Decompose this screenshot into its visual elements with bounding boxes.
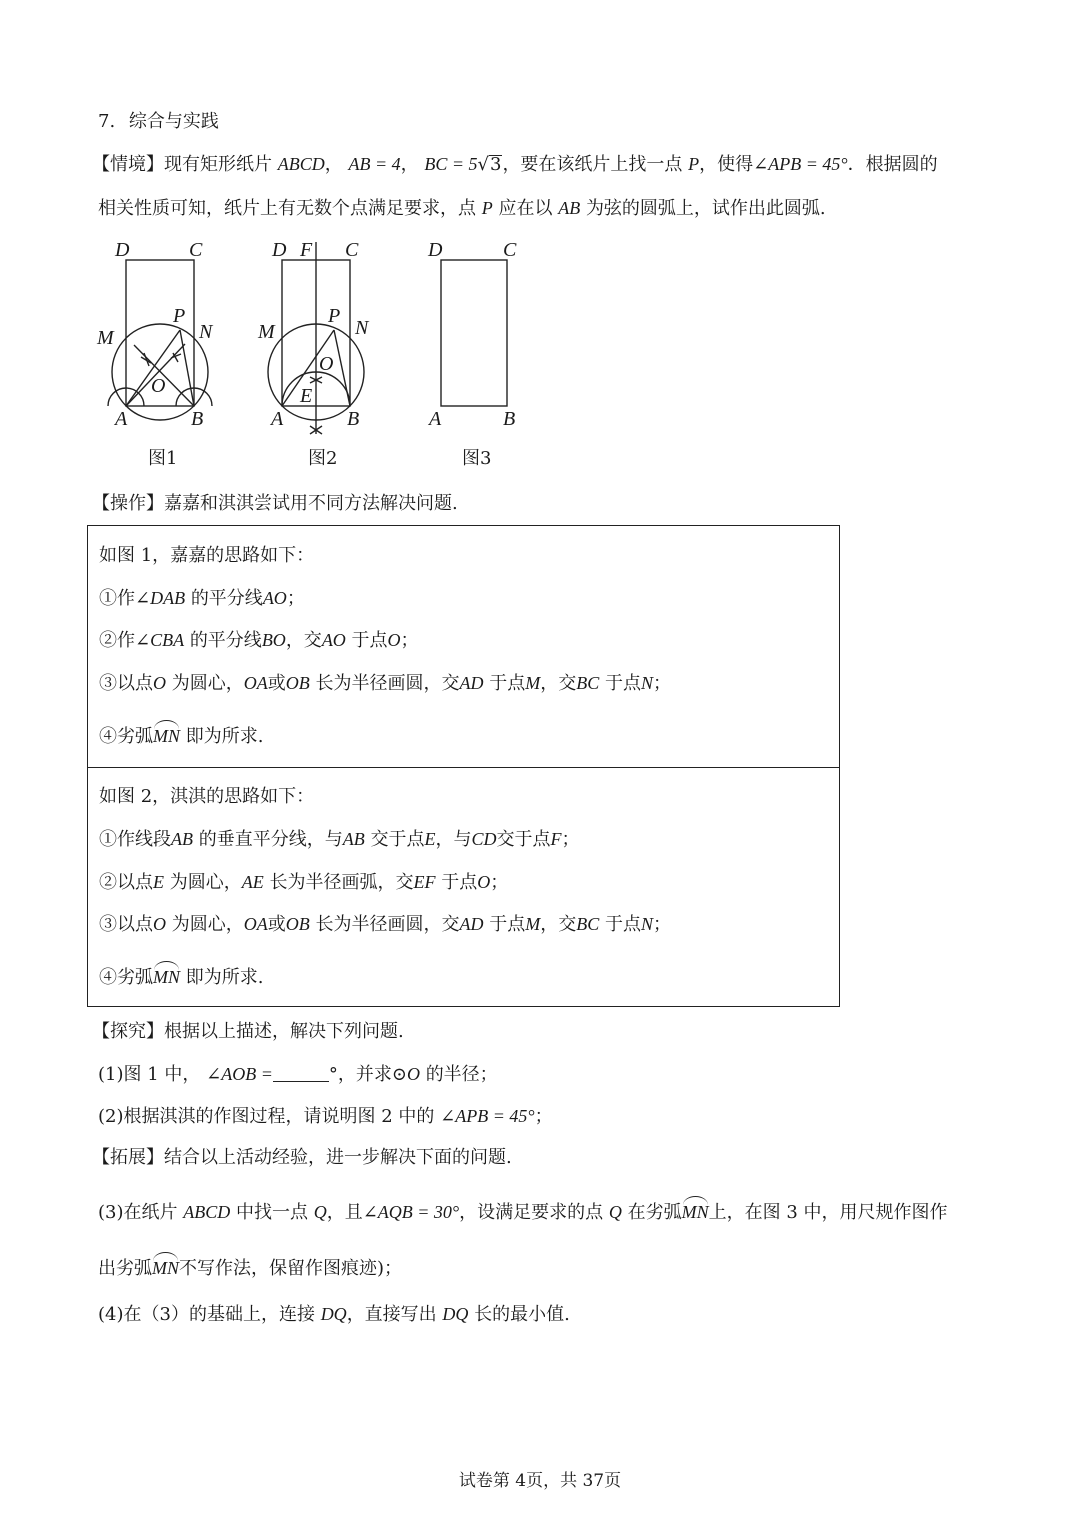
label-f: F [300,239,313,261]
text: 于点 [351,630,388,651]
arc-mn: MN [682,1194,709,1224]
label-a: A [115,408,128,430]
label-n: N [355,317,369,339]
point-f: F [550,829,562,849]
page-footer: 试卷第 4页，共 37页 [458,1471,622,1491]
arc-mn: MN [153,718,180,748]
text: ，交 [285,630,322,651]
figures [0,0,1080,480]
box2-step-4 [99,959,263,990]
text: 的半径； [425,1064,498,1085]
text: 长为半径画圆，交 [315,673,460,694]
segment-ad: AD [459,914,484,934]
text: (2)根据淇淇的作图过程，请说明图 2 中的 [98,1106,435,1127]
point-o: O [406,1064,420,1084]
angle-apb: ∠APB = 45° [440,1106,535,1126]
text: ，设满足要求的点 [459,1202,604,1223]
text: 为圆心， [171,914,244,935]
box2-intro: 如图 2，淇淇的思路如下： [99,786,315,807]
box-divider [88,767,839,768]
text: ； [652,914,671,935]
segment-oa: OA [243,673,268,693]
figure-1-caption: 图1 [148,448,178,469]
angle-cba: ∠CBA [135,630,185,650]
question-1 [98,1062,498,1087]
label-c: C [345,239,359,261]
figure-3-caption: 图3 [462,448,492,469]
box1-step-3 [99,671,671,696]
rectangle [441,260,507,406]
situation-line-1: 【情境】现有矩形纸片 ABCD， AB = 4， BC = 5√3，要在该纸片上找一点 P，使得∠APB = 45°．根据圆的 [92,154,938,175]
rect-name: ABCD [183,1202,231,1222]
question-4 [98,1302,570,1327]
text: 上，在图 3 中，用尺规作图作 [708,1202,948,1223]
segment-oa: OA [243,914,268,934]
box2-step-3 [99,912,671,937]
extend-tag: 【拓展】结合以上活动经验，进一步解决下面的问题. [92,1147,512,1168]
segment-ef: EF [413,872,436,892]
point-o: O [153,914,166,934]
point-m: M [525,673,541,693]
text: ④劣弧 [99,726,153,747]
text: 相关性质可知，纸片上有无数个点满足要求，点 [98,198,476,219]
text: 的平分线 [190,588,263,609]
text: 的平分线 [189,630,262,651]
point-n: N [640,673,653,693]
label-p: P [173,305,186,327]
text: °，并求⊙ [328,1064,407,1085]
label-e: E [300,385,313,407]
figure-3 [441,260,507,406]
situation-tag: 【情境】 [92,154,164,175]
text: 的垂直平分线，与 [198,829,343,850]
angle-aqb: ∠AQB = 30° [362,1202,460,1222]
problem-number: 7. [98,111,116,132]
operation-line: 【操作】嘉嘉和淇淇尝试用不同方法解决问题. [92,493,458,514]
question-2 [98,1104,553,1129]
box1-step-2 [99,628,419,653]
text: 交于点 [370,829,425,850]
text: 为圆心， [169,872,242,893]
text: ，且 [326,1202,363,1223]
explore-tag: 【探究】根据以上描述，解决下列问题. [92,1021,404,1042]
label-d: D [428,239,443,261]
figure-2-caption: 图2 [308,448,338,469]
point-p: P [481,198,493,218]
segment-ao: AO [262,588,287,608]
label-d: D [115,239,130,261]
box2-step-1 [99,827,579,852]
label-d: D [272,239,287,261]
text: ，交 [540,914,577,935]
box1-step-1 [99,586,305,611]
text: 长为半径画弧，交 [269,872,414,893]
point-o: O [477,872,491,892]
segment-ao: AO [321,630,346,650]
angle-aob: ∠AOB = [206,1064,273,1084]
label-c: C [189,239,203,261]
segment-bc: BC [576,673,600,693]
text: ①作线段 [99,829,171,850]
text: 长为半径画圆，交 [315,914,460,935]
text: 即为所求. [185,967,264,988]
question-3-line-1 [98,1194,948,1225]
segment-ab: AB [171,829,193,849]
segment-bo: BO [261,630,286,650]
segment-dq: DQ [442,1304,469,1324]
text: 为弦的圆弧上，试作出此圆弧. [585,198,826,219]
answer-blank[interactable] [273,1063,329,1082]
text: 于点 [604,673,641,694]
bc-radicand: 3 [489,154,502,175]
text: (3)在纸片 [98,1202,178,1223]
text: (1)图 1 中， [98,1064,201,1085]
text: ； [534,1106,553,1127]
segment-dq: DQ [320,1304,347,1324]
text: ，与 [435,829,472,850]
point-o: O [387,630,401,650]
text: ； [490,872,509,893]
rect-name: ABCD [277,154,325,174]
text: 即为所求. [185,726,264,747]
text: ，使得 [699,154,754,175]
segment-bc: BC [576,914,600,934]
text: 中找一点 [235,1202,308,1223]
point-e: E [424,829,436,849]
question-3-line-2 [98,1250,402,1281]
text: ①作 [99,588,135,609]
point-p: P [688,154,700,174]
text: ，要在该纸片上找一点 [502,154,683,175]
label-m: M [97,327,114,349]
text: 于点 [441,872,478,893]
text: ③以点 [99,914,153,935]
label-p: P [328,305,341,327]
point-q: Q [608,1202,622,1222]
label-a: A [271,408,284,430]
text: ； [561,829,580,850]
point-e: E [153,872,164,892]
label-a: A [429,408,442,430]
text: 或 [267,914,286,935]
text: ； [286,588,305,609]
chord-ab: AB [558,198,581,218]
text: 在劣弧 [627,1202,682,1223]
box1-intro: 如图 1，嘉嘉的思路如下： [99,545,315,566]
label-o: O [151,375,166,397]
label-b: B [503,408,516,430]
text: ．根据圆的 [847,154,938,175]
text: ； [652,673,671,694]
segment-ob: OB [285,673,310,693]
text: ④劣弧 [99,967,153,988]
method-box [87,525,840,1007]
segment-ae: AE [241,872,264,892]
box2-step-2 [99,870,508,895]
text: 出劣弧 [98,1258,152,1279]
text: 于点 [489,914,526,935]
label-o: O [319,353,334,375]
arc-mn: MN [153,959,180,989]
figure-2 [268,242,364,434]
text: (4)在（3）的基础上，连接 [98,1304,315,1325]
text: 现有矩形纸片 [164,154,272,175]
label-b: B [191,408,204,430]
ab-length: AB = 4 [348,154,401,174]
text: 应在以 [498,198,553,219]
text: 为圆心， [171,673,244,694]
text: ②以点 [99,872,153,893]
text: ； [400,630,419,651]
text: ②作 [99,630,135,651]
point-q: Q [313,1202,327,1222]
box1-step-4 [99,718,263,749]
segment-cd: CD [471,829,497,849]
arc-mn: MN [152,1250,179,1280]
text: ，直接写出 [346,1304,437,1325]
text: ，交 [540,673,577,694]
point-n: N [640,914,653,934]
bc-length: BC = 5 [424,154,478,174]
point-m: M [525,914,541,934]
problem-title: 综合与实践 [128,111,219,132]
text: ③以点 [99,673,153,694]
text: 于点 [489,673,526,694]
point-o: O [153,673,166,693]
label-b: B [347,408,360,430]
label-n: N [199,321,213,343]
segment-ab: AB [342,829,365,849]
angle-dab: ∠DAB [135,588,186,608]
text: 于点 [604,914,641,935]
text: 不写作法，保留作图痕迹)； [179,1258,403,1279]
label-c: C [503,239,517,261]
text: 长的最小值. [474,1304,570,1325]
label-m: M [258,321,275,343]
text: 交于点 [496,829,551,850]
segment-ad: AD [459,673,484,693]
angle-apb: ∠APB = 45° [753,154,848,174]
segment-ob: OB [285,914,310,934]
text: 或 [267,673,286,694]
